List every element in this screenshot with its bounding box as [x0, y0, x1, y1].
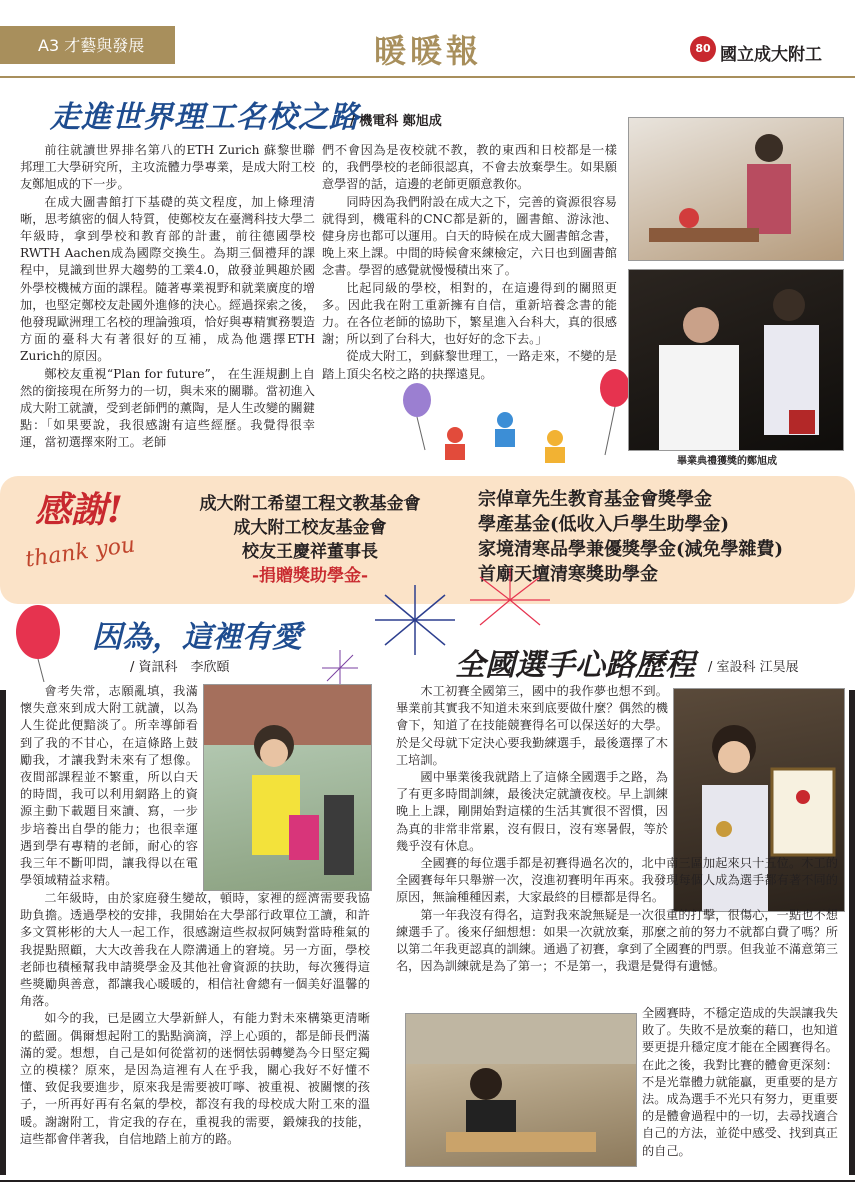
- paragraph: 全國賽的每位選手都是初賽得過名次的，北中南三區加起來只十五位。木工的全國賽每年只舉辦一次，沒進初賽明年再來。我發現每個人成為選手都有著不同的原因，無論種種因素，大家最終的目標都是得名。: [396, 856, 838, 905]
- dancer-icon: [497, 412, 513, 428]
- donors-left: [160, 492, 460, 588]
- article1-byline: / 機電科 鄭旭成: [350, 114, 442, 129]
- article2-title: 因為，這裡有愛: [92, 620, 302, 655]
- donor-line: 宗倬章先生教育基金會獎學金: [478, 489, 712, 510]
- article1-col1: [20, 142, 315, 452]
- paragraph: 比起同級的學校，相對的，在這邊得到的關照更多。因此我在附工重新擁有自信，重新培養念書的能力。在各位老師的協助下，繁星進入台科大，真的很感謝；所以到了台科大，也好好的念下去。」: [322, 280, 617, 347]
- donor-line: 成大附工希望工程文教基金會: [199, 494, 421, 514]
- article3-col-mid: [396, 855, 838, 975]
- paragraph: 全國賽時，不穩定造成的失誤讓我失敗了。失敗不是放棄的藉口，也知道要更提升穩定度才能在全國賽得名。在此之後，我對比賽的體會更深刻：不是光靠體力就能贏，更重要的是方法。成為選手不光只有努力，更重要的是體會過程中的一切，去尋找適合自己的方法，並從中感受、找到真正的自己。: [642, 1006, 838, 1158]
- article2-byline: / 資訊科 李欣頤: [130, 660, 230, 675]
- dancer-icon: [547, 430, 563, 446]
- dancer-icon: [447, 427, 463, 443]
- article1-title: 走進世界理工名校之路: [50, 100, 360, 135]
- donor-line: 首廟天壇清寒獎助學金: [478, 564, 658, 585]
- article3-col-end: [642, 1005, 838, 1160]
- school-logo-icon: 80: [690, 36, 716, 62]
- photo-award: [628, 269, 844, 451]
- article3-col-top: [396, 683, 668, 855]
- donor-line: 家境清寒品學兼優獎學金(減免學雜費): [478, 539, 784, 560]
- article1-col2: [322, 142, 617, 383]
- paragraph: 木工初賽全國第三，國中的我作夢也想不到。畢業前其實我不知道未來到底要做什麼？偶然的機會下，知道了在技能競賽得名可以保送好的大學。於是父母就下定決心要我勤練選手，最後選擇了木工培訓。: [396, 684, 668, 767]
- article2-body: [20, 890, 370, 1148]
- photo-speaking: [628, 117, 844, 261]
- paragraph: 前往就讀世界排名第八的ETH Zurich 蘇黎世聯邦理工大學研究所，主攻流體力學專業，是成大附工校友鄭旭成的下一步。: [20, 143, 315, 192]
- paragraph: 國中畢業後我就踏上了這條全國選手之路，為了有更多時間訓練，最後決定就讀夜校。早上訓練晚上上課，剛開始對這樣的生活其實很不習慣，因為真的非常非常累，沒有假日，沒有寒暑假，等於幾乎沒有休息。: [396, 770, 668, 853]
- donor-sub: -捐贈獎助學金-: [251, 566, 369, 586]
- thanks-script: thank you: [23, 532, 137, 573]
- paragraph: 鄭校友重視“Plan for future”， 在生涯規劃上自然的銜接現在所努力的一切，與未來的關聯。當初進入成大附工就讀，受到老師們的薰陶，是人生改變的關鍵點：「如果要說，我很感謝有這些經歷。我覺得很幸運，當初選擇來附工。老師: [20, 366, 315, 450]
- photo-student: [203, 684, 372, 891]
- section-tab: A3 才藝與發展: [0, 26, 175, 66]
- column-bar: [0, 690, 6, 1175]
- balloon-icon: [600, 369, 630, 407]
- photo-caption: 畢業典禮獲獎的鄭旭成: [677, 456, 777, 467]
- firework-icon: [360, 580, 470, 660]
- column-bar: [849, 690, 855, 1175]
- paragraph: 會考失常，志願亂填，我滿懷失意來到成大附工就讀，以為人生從此便黯淡了。所幸導師看到了我的不甘心，在這條路上鼓勵我，才讓我對未來有了想像。夜間部課程並不繁重，所以白天的時間，我可以利用網路上的資源主動下載題目來讀、寫，一步步培養出自學的能力；也很幸運遇到學有專精的老師，耐心的容我三年不斷叩問，讓我得以在電學領域精益求精。: [20, 684, 198, 888]
- school-name: 國立成大附工: [720, 45, 822, 65]
- donor-line: 成大附工校友基金會: [233, 518, 387, 538]
- footer-rule: [0, 1180, 855, 1182]
- thanks-heading: 感謝!: [35, 489, 123, 531]
- firework-icon: [460, 565, 560, 635]
- paragraph: 同時因為我們附設在成大之下，完善的資源很容易就得到，機電科的CNC都是新的，圖書館、游泳池、健身房也都可以運用。白天的時候在成大圖書館念書，晚上來上課。中間的時候會來練檢定，六日也到圖書館念書。學習的感覺就慢慢積出來了。: [322, 194, 617, 278]
- paragraph: 從成大附工，到蘇黎世理工，一路走來，不變的是踏上頂尖名校之路的抉擇遠見。: [322, 349, 617, 381]
- party-illustration: [395, 360, 635, 475]
- firework-icon: [320, 648, 360, 688]
- balloon-icon: [403, 383, 431, 417]
- donor-line: 校友王慶祥董事長: [242, 542, 378, 562]
- paragraph: 們不會因為是夜校就不教，教的東西和日校都是一樣的，我們學校的老師很認真，不會去放棄學生。如果願意學習的話，這邊的老師更願意教你。: [322, 143, 617, 192]
- paper-name: 暖暖報: [374, 32, 483, 70]
- balloon-icon: [10, 602, 70, 682]
- paragraph: 如今的我，已是國立大學新鮮人，有能力對未來構築更清晰的藍圖。偶爾想起附工的點點滴滴，浮上心頭的，都是師長們滿滿的愛。想想，自己是如何從當初的迷惘怯弱轉變為今日堅定獨立的模樣？原來，是因為這裡有人在乎我，關心我好不好懂不懂、致促我要進步，原來我是需要被叮嚀、被重視、被關懷的孩子，一所再好再有名氣的學校，都沒有我的母校成大附工來的溫暖。謝謝附工，肯定我的存在，重視我的需要，鍛煉我的技能，這些都會伴著我，自信地踏上前方的路。: [20, 1011, 370, 1146]
- paragraph: 在成大圖書館打下基礎的英文程度，加上條理清晰，思考縝密的個人特質，使鄭校友在臺灣科技大學二年級時，拿到學校和教育部的計畫，前往德國學校RWTH Aachen成為國際交換生。為期三個禮拜的課程中，見識到世界大趨勢的工業4.0，啟發並興趣於國外學校機械方面的課程。隨著專業視野和就業廣度的增加，也堅定鄭校友赴國外進修的決心。經過探索之後，他發現歐洲理工名校的理論強項，恰好與專精實務製造方面的臺科大有著很好的互補，成為他選擇ETH Zurich的原因。: [20, 194, 315, 364]
- article3-title: 全國選手心路歷程: [455, 648, 695, 683]
- photo-woodwork: [405, 1013, 637, 1167]
- paragraph: 第一年我沒有得名，這對我來說無疑是一次很重的打擊，很傷心，一點也不想練選手了。後來仔細想想：如果一次就放棄，那麼之前的努力不就都白費了嗎？所以第二年我更認真的訓練。通過了初賽，拿到了全國賽的門票。但我並不滿意第三名，因為訓練就是為了第一；不是第一，我還是覺得有遺憾。: [396, 907, 838, 974]
- paragraph: 二年級時，由於家庭發生變故，頓時，家裡的經濟需要我協助負擔。透過學校的安排，我開始在大學部行政單位工讀，和許多文質彬彬的大人一起工作，很感謝這些叔叔阿姨對當時稚氣的我提點照顧，大大改善我在人際溝通上的窘境。另一方面，學校老師也積極幫我申請獎學金及其他社會資源的扶助，每次獲得這些獎勵與善意，都讓我心暖暖的，相信社會總有一個美好溫馨的角落。: [20, 891, 370, 1009]
- article2-intro: [20, 683, 198, 889]
- donor-line: 學產基金(低收入戶學生助學金): [478, 514, 730, 535]
- article3-byline: / 室設科 江昊展: [708, 660, 799, 675]
